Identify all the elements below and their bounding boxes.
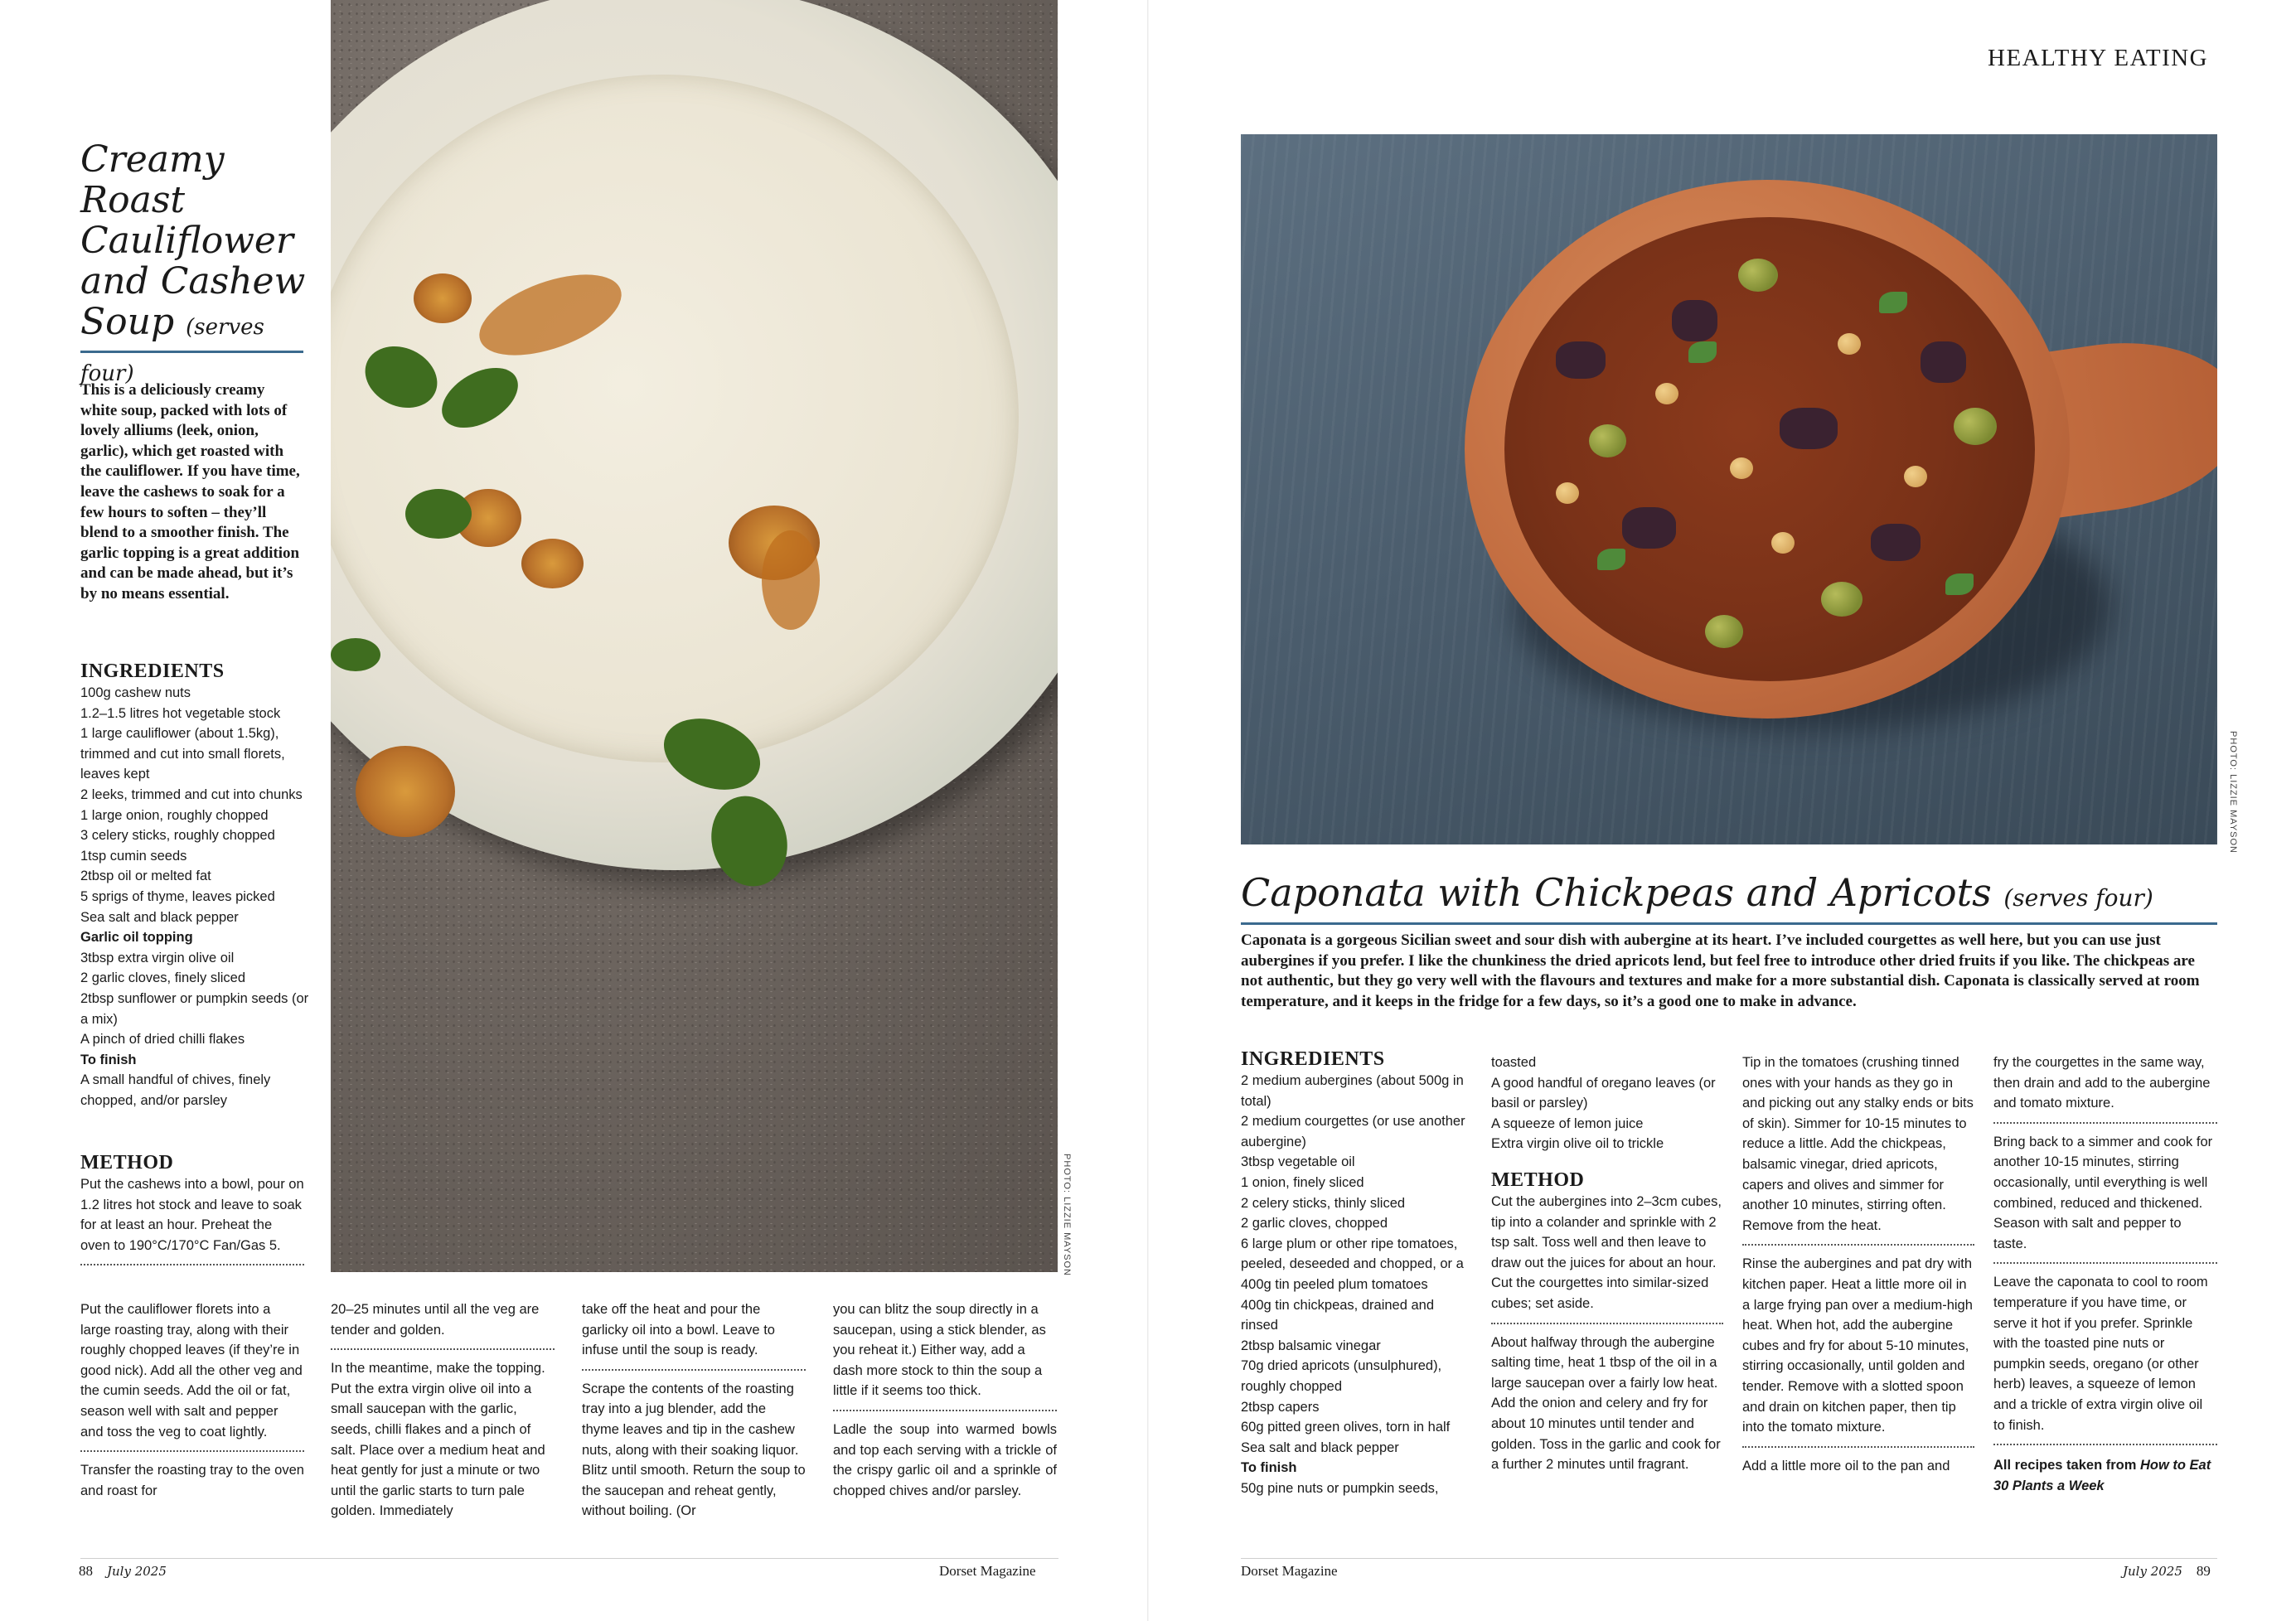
method-step: Put the cauliflower florets into a large roasting tray, along with their roughly chopped leaves (if they’re in good nick). Add all the other veg and the cumin seeds. Add the oil or fat, season well with salt and pepper and toss the veg to coat lightly. [80, 1302, 303, 1440]
green-olive [1589, 424, 1626, 457]
dotted-separator [1993, 1122, 2217, 1124]
method-step: you can blitz the soup directly in a saucepan, using a stick blender, as you reheat it.) Either way, add a dash more stock to thin the soup a little if it seems too thick. [833, 1302, 1046, 1399]
ingredient-line: 50g pine nuts or pumpkin seeds, [1241, 1480, 1439, 1496]
garlic-crisp [414, 273, 472, 323]
left-page-number: 88 [79, 1563, 93, 1579]
chickpea [1904, 466, 1927, 487]
ingredient-line: 1tsp cumin seeds [80, 848, 187, 864]
aubergine-piece [1622, 507, 1676, 549]
ingredient-line: toasted [1491, 1055, 1537, 1070]
garlic-crisp [521, 539, 584, 588]
ingredient-line: 2tbsp sunflower or pumpkin seeds (or a mix) [80, 990, 309, 1027]
caponata-title [1241, 869, 2153, 922]
dotted-separator [1491, 1323, 1723, 1324]
green-olive [1738, 259, 1778, 292]
method-step: take off the heat and pour the garlicky oil into a bowl. Leave to infuse until the soup is ready. [582, 1302, 775, 1358]
caponata-column-4 [1993, 1052, 2217, 1496]
left-issue: July 2025 [107, 1564, 167, 1579]
ingredient-line: A pinch of dried chilli flakes [80, 1032, 245, 1048]
ingredient-line: 2 celery sticks, thinly sliced [1241, 1195, 1406, 1211]
soup-photo [331, 0, 1058, 1272]
method-step: About halfway through the aubergine salting time, heat 1 tbsp of the oil in a large saucepan over a fairly low heat. Add the onion and celery and fry for about 10 minutes until tender and golden. Toss in the garlic and cook for a further 2 minutes until fragrant. [1491, 1334, 1721, 1473]
dotted-separator [80, 1264, 304, 1265]
ingredient-line: Sea salt and black pepper [80, 909, 239, 925]
soup-title-rule [80, 351, 303, 353]
dotted-separator [1993, 1262, 2217, 1264]
method-step: Ladle the soup into warmed bowls and top each serving with a trickle of the crispy garlic oil and a sprinkle of chopped chives and/or parsley. [833, 1421, 1057, 1498]
soup-surface [331, 75, 1019, 762]
caponata-column-3 [1742, 1052, 1974, 1476]
ingredient-line: 1.2–1.5 litres hot vegetable stock [80, 705, 281, 721]
soup-title [80, 139, 321, 394]
aubergine-piece [1921, 341, 1966, 383]
dotted-separator [1993, 1444, 2217, 1445]
method-step: In the meantime, make the topping. Put the extra virgin olive oil into a small saucepan with the garlic, seeds, chilli flakes and a pinch of salt. Place over a medium heat and heat gently for just a minute or two until the garlic starts to turn pale golden. Immediately [331, 1361, 545, 1519]
ingredient-line: 5 sprigs of thyme, leaves picked [80, 888, 275, 904]
method-step: Add a little more oil to the pan and [1742, 1458, 1950, 1473]
ingredient-line: 70g dried apricots (unsulphured), roughly chopped [1241, 1358, 1442, 1394]
ingredient-line: 2 garlic cloves, finely sliced [80, 970, 245, 986]
caponata-ingredients-heading: INGREDIENTS [1241, 1048, 1385, 1070]
green-olive [1705, 615, 1743, 648]
right-footer-rule [1241, 1558, 2217, 1559]
chickpea [1655, 383, 1678, 404]
dotted-separator [1742, 1446, 1974, 1448]
parsley-leaf [405, 489, 472, 539]
caponata-title-text: Caponata with Chickpeas and Apricots [1241, 870, 1992, 915]
ingredient-line: 1 large onion, roughly chopped [80, 807, 269, 823]
soup-method-column-1 [80, 1299, 304, 1501]
green-olive [1821, 582, 1862, 617]
right-folio [2123, 1563, 2211, 1580]
caponata-photo [1241, 134, 2217, 844]
ingredient-line: 6 large plum or other ripe tomatoes, peeled, deseeded and chopped, or a 400g tin peeled plum tomatoes [1241, 1236, 1464, 1292]
left-folio [79, 1563, 167, 1580]
chickpea [1771, 532, 1795, 554]
method-step: fry the courgettes in the same way, then drain and add to the aubergine and tomato mixture. [1993, 1055, 2211, 1111]
ingredient-line: A small handful of chives, finely chopped, and/or parsley [80, 1072, 271, 1108]
source-prefix: All recipes taken from [1993, 1458, 2140, 1473]
caponata-title-rule [1241, 922, 2217, 925]
soup-ingredients [80, 660, 312, 1111]
oregano-leaf [1688, 341, 1717, 363]
soup-title-text: Creamy Roast Cauliflower and Cashew Soup [80, 138, 306, 343]
ingredient-line: 100g cashew nuts [80, 685, 191, 700]
ingredient-line: 2tbsp oil or melted fat [80, 869, 211, 884]
caponata-photo-credit: PHOTO: LIZZIE MAYSON [2228, 731, 2238, 854]
caponata-column-2 [1491, 1052, 1723, 1475]
aubergine-piece [1556, 341, 1606, 379]
right-issue: July 2025 [2123, 1564, 2182, 1579]
green-olive [1954, 408, 1997, 445]
ingredient-line: Extra virgin olive oil to trickle [1491, 1136, 1664, 1152]
dotted-separator [80, 1450, 304, 1452]
method-step: Cut the aubergines into 2–3cm cubes, tip into a colander and sprinkle with 2 tsp salt. Toss well and then leave to draw out the juices for about an hour. Cut the courgettes into similar-sized cubes; set aside. [1491, 1193, 1722, 1311]
dotted-separator [1742, 1244, 1974, 1246]
method-step: Scrape the contents of the roasting tray into a jug blender, add the thyme leaves and tip in the cashew nuts, along with their soaking liquor. Blitz until smooth. Return the soup to the saucepan and reheat gently, without boiling. (Or [582, 1381, 806, 1519]
dotted-separator [331, 1348, 555, 1350]
ingredient-line: 3tbsp vegetable oil [1241, 1154, 1355, 1170]
aubergine-piece [1780, 408, 1838, 449]
caponata-finish-subheading: To finish [1241, 1460, 1297, 1476]
method-step: Rinse the aubergines and pat dry with kitchen paper. Heat a little more oil in a large frying pan over a medium-high heat. When hot, add the aubergine cubes and fry for about 5-10 minutes, stirring occasionally, until golden and tender. Remove with a slotted spoon and drain on kitchen paper, then tip into the tomato mixture. [1742, 1256, 1973, 1435]
chickpea [1838, 333, 1861, 355]
oregano-leaf [1597, 549, 1625, 570]
ingredient-line: Sea salt and black pepper [1241, 1440, 1399, 1455]
method-step: Leave the caponata to cool to room temperature if you have time, or serve it hot if you prefer. Sprinkle with the toasted pine nuts or pumpkin seeds, oregano (or other herb) leaves, a squeeze of lemon and a trickle of extra virgin olive oil to finish. [1993, 1275, 2208, 1433]
soup-method [80, 1152, 304, 1274]
ingredient-line: A squeeze of lemon juice [1491, 1115, 1644, 1131]
oil-drizzle [762, 530, 820, 630]
ingredient-line: 2 medium aubergines (about 500g in total) [1241, 1073, 1464, 1109]
oregano-leaf [1945, 573, 1974, 595]
ingredient-line: 400g tin chickpeas, drained and rinsed [1241, 1297, 1434, 1333]
soup-method-column-2 [331, 1299, 555, 1522]
caponata-intro: Caponata is a gorgeous Sicilian sweet and sour dish with aubergine at its heart. I’ve included courgettes as well here, but you can use just aubergines if you prefer. I like the chunkiness the dried apricots lend, but feel free to introduce other dried fruits if you like. The chickpeas are not authentic, but they go very well with the flavours and textures and make for a more substantial dish. Caponata is classically served at room temperature, and it keeps in the fridge for a few days, so it’s a good one to make in advance. [1241, 931, 2200, 1010]
ingredient-line: A good handful of oregano leaves (or basil or parsley) [1491, 1075, 1716, 1111]
caponata-serves: (serves four) [2003, 884, 2153, 912]
ingredient-line: 2 leeks, trimmed and cut into chunks [80, 786, 303, 802]
ingredient-line: 3 celery sticks, roughly chopped [80, 828, 275, 844]
method-step: 20–25 minutes until all the veg are tender and golden. [331, 1302, 540, 1338]
right-magazine-name: Dorset Magazine [1241, 1563, 1338, 1579]
caponata-ingredients [1241, 1048, 1473, 1498]
ingredient-line: 1 onion, finely sliced [1241, 1174, 1364, 1190]
soup-intro: This is a deliciously creamy white soup, packed with lots of lovely alliums (leek, onion, garlic), which get roasted with the cauliflower. If you have time, leave the cashews to soak for a few hours to soften – they’ll blend to a smoother finish. The garlic topping is a great addition and can be made ahead, but it’s by no means essential. [80, 381, 300, 602]
soup-method-column-4 [833, 1299, 1057, 1501]
ingredient-line: 2 medium courgettes (or use another aubergine) [1241, 1114, 1465, 1149]
garlic-oil-subheading: Garlic oil topping [80, 930, 193, 946]
method-step: Put the cashews into a bowl, pour on 1.2 litres hot stock and leave to soak for at least an hour. Preheat the oven to 190°C/170°C Fan/Gas 5. [80, 1177, 304, 1253]
recipe-source-credit [1993, 1455, 2217, 1496]
dotted-separator [582, 1369, 806, 1371]
section-label: HEALTHY EATING [1988, 45, 2209, 71]
soup-method-column-3 [582, 1299, 806, 1522]
ingredient-line: 60g pitted green olives, torn in half [1241, 1420, 1451, 1435]
garlic-crisp [356, 746, 455, 837]
aubergine-piece [1672, 300, 1717, 341]
ingredient-line: 3tbsp extra virgin olive oil [80, 950, 235, 965]
chickpea [1556, 482, 1579, 504]
ingredient-line: 2tbsp balsamic vinegar [1241, 1338, 1381, 1353]
soup-finish-subheading: To finish [80, 1052, 137, 1067]
left-footer-rule [80, 1558, 1058, 1559]
spine-fold [1147, 0, 1149, 1621]
method-step: Transfer the roasting tray to the oven and roast for [80, 1463, 304, 1498]
chive-pieces [331, 638, 380, 671]
soup-photo-credit: PHOTO: LIZZIE MAYSON [1062, 1154, 1072, 1276]
caponata-method-heading: METHOD [1491, 1169, 1585, 1191]
soup-serves: (serves four) [80, 315, 264, 386]
dotted-separator [833, 1410, 1057, 1411]
ingredient-line: 2tbsp capers [1241, 1399, 1320, 1415]
method-step: Bring back to a simmer and cook for another 10-15 minutes, stirring occasionally, until everything is well combined, reduced and thickened. Season with salt and pepper to taste. [1993, 1134, 2213, 1251]
oregano-leaf [1879, 292, 1907, 313]
source-book-title: How to Eat 30 Plants a Week [1993, 1458, 2211, 1493]
soup-method-heading: METHOD [80, 1152, 174, 1173]
ingredient-line: 1 large cauliflower (about 1.5kg), trimmed and cut into small florets, leaves kept [80, 726, 285, 782]
method-step: Tip in the tomatoes (crushing tinned ones with your hands as they go in and picking out any stalky ends or bits of skin). Simmer for 10-15 minutes to reduce a little. Add the chickpeas, balsamic vinegar, dried apricots, capers and olives and simmer for another 10 minutes, stirring often. Remove from the heat. [1742, 1055, 1974, 1233]
aubergine-piece [1871, 524, 1921, 561]
right-page-number: 89 [2196, 1563, 2211, 1579]
ingredient-line: 2 garlic cloves, chopped [1241, 1216, 1388, 1231]
soup-ingredients-heading: INGREDIENTS [80, 660, 225, 682]
chickpea [1730, 457, 1753, 479]
left-magazine-name: Dorset Magazine [939, 1563, 1036, 1579]
